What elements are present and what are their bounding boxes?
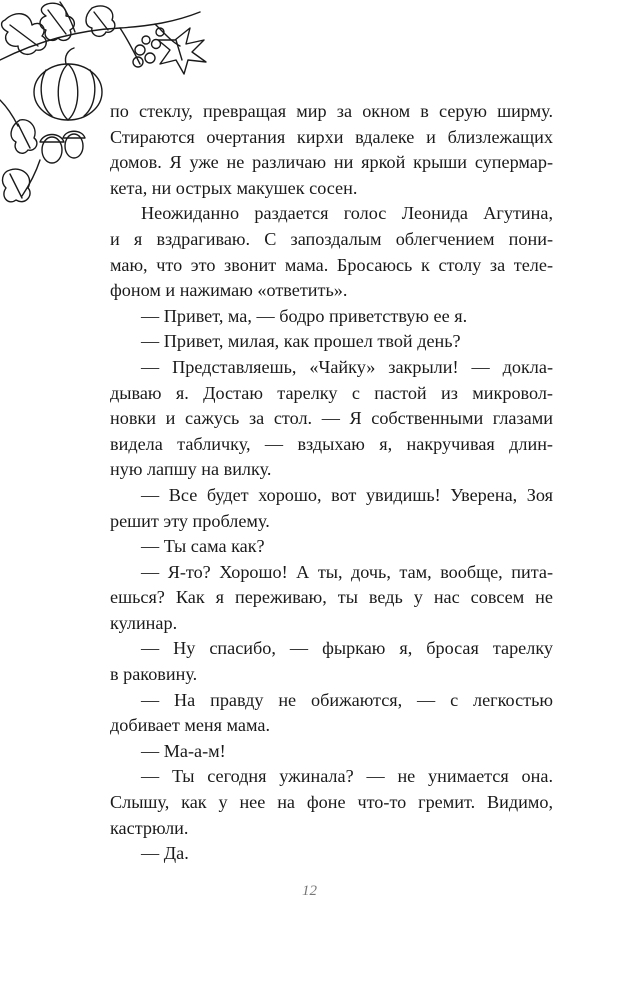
text-line: ешься? Как я переживаю, ты ведь у нас совсем не bbox=[110, 587, 553, 608]
text-line: — Ты сама как? bbox=[141, 536, 265, 557]
text-line: — Представляешь, «Чайку» закрыли! — докла- bbox=[141, 356, 553, 377]
text-line: — Ма-а-м! bbox=[141, 740, 226, 761]
text-line: в раковину. bbox=[110, 664, 198, 685]
text-line: Неожиданно раздается голос Леонида Агутина, bbox=[141, 203, 553, 224]
text-line: — Ну спасибо, — фыркаю я, бросая тарелку bbox=[141, 638, 553, 659]
text-line: — Я-то? Хорошо! А ты, дочь, там, вообще, пита- bbox=[141, 561, 553, 582]
text-line: — На правду не обижаются, — с легкостью bbox=[141, 689, 553, 710]
text-line: Слышу, как у нее на фоне что-то гремит. Видимо, bbox=[110, 792, 553, 813]
text-line: маю, что это звонит мама. Бросаюсь к столу за теле- bbox=[110, 254, 553, 275]
text-line: кета, ни острых макушек сосен. bbox=[110, 177, 358, 198]
text-line: дываю я. Достаю тарелку с пастой из микровол- bbox=[110, 382, 553, 403]
text-line: решит эту проблему. bbox=[110, 510, 270, 531]
text-line: ную лапшу на вилку. bbox=[110, 459, 272, 480]
text-line: — Привет, ма, — бодро приветствую ее я. bbox=[141, 305, 468, 326]
text-line: кулинар. bbox=[110, 612, 178, 633]
text-line: кастрюли. bbox=[110, 817, 189, 838]
text-line: по стеклу, превращая мир за окном в серую ширму. bbox=[110, 101, 553, 121]
text-line: домов. Я уже не различаю ни яркой крыши супермар- bbox=[110, 152, 553, 173]
page-number: 12 bbox=[302, 883, 317, 899]
text-line: Стираются очертания кирхи вдалеке и близлежащих bbox=[110, 126, 553, 147]
text-line: добивает меня мама. bbox=[110, 715, 271, 736]
body-text bbox=[110, 99, 553, 867]
text-line: видела табличку, — вздыхаю я, накручивая длин- bbox=[110, 433, 553, 454]
text-line: и я вздрагиваю. С запоздалым облегчением пони- bbox=[110, 228, 553, 249]
text-line: фоном и нажимаю «ответить». bbox=[110, 280, 348, 301]
text-line: — Да. bbox=[141, 843, 189, 864]
text-line: новки и сажусь за стол. — Я собственными глазами bbox=[110, 408, 553, 429]
text-line: — Привет, милая, как прошел твой день? bbox=[141, 331, 461, 352]
text-line: — Ты сегодня ужинала? — не унимается она. bbox=[141, 766, 553, 787]
text-line: — Все будет хорошо, вот увидишь! Уверена, Зоя bbox=[141, 484, 553, 505]
